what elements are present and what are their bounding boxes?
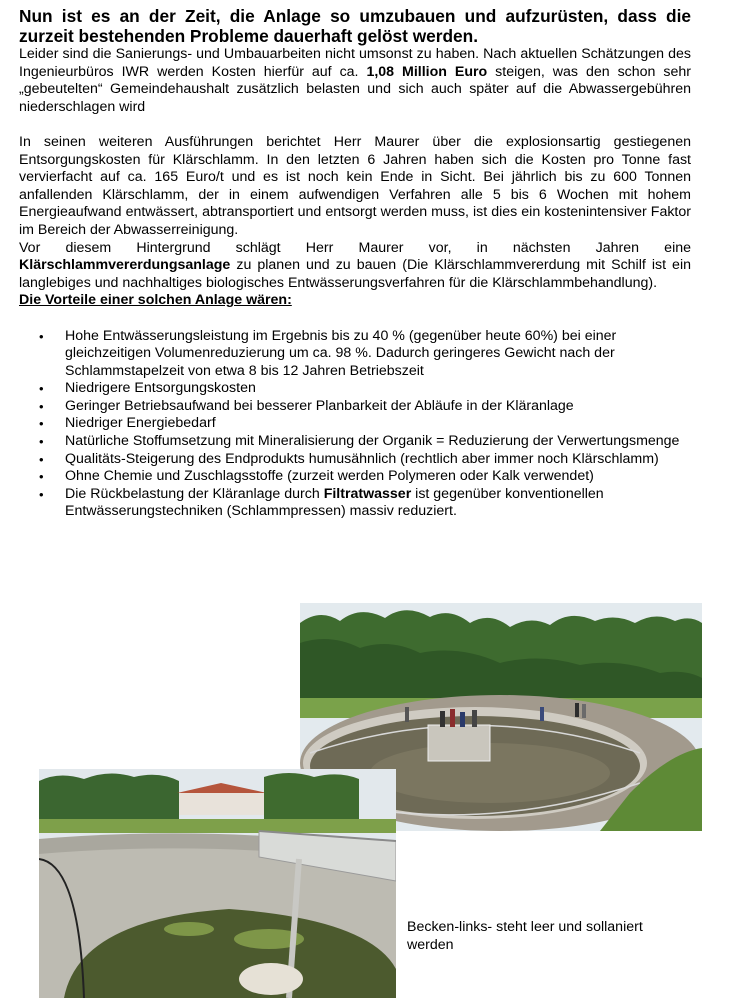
- advantages-list: [19, 328, 691, 522]
- photo-empty-basin-image: [39, 769, 396, 998]
- list-item: • Niedrigere Entsorgungskosten: [19, 380, 691, 398]
- photo-empty-basin: [39, 769, 396, 998]
- list-item: • Niedriger Energiebedarf: [19, 415, 691, 433]
- list-item: • Qualitäts-Steigerung des Endprodukts humusähnlich (rechtlich aber immer noch Klärschlamm): [19, 451, 691, 469]
- list-item: • Natürliche Stoffumsetzung mit Mineralisierung der Organik = Reduzierung der Verwertungsmenge: [19, 433, 691, 451]
- bold-term: Klärschlammvererdungsanlage: [19, 257, 231, 274]
- text-segment: Vor diesem Hintergrund schlägt Herr Maurer vor, in nächsten Jahren eine: [19, 239, 691, 256]
- paragraph-sludge-costs: In seinen weiteren Ausführungen berichtet Herr Maurer über die explosionsartig gestiegenen Entsorgungskosten für Klärschlamm. In den letzten 6 Jahren haben sich die Kosten pro Tonne fast vervierfacht auf ca. 165 Euro/t und es ist noch kein Ende in Sicht. Bei jährlich bis zu 600 Tonnen anfallenden Klärschlamm, der in einem aufwendigen Verfahren alle 5 bis 6 Wochen mit hohem Energieaufwand entwässert, abtransportiert und entsorgt werden muss, ist dies ein kostenintensiver Faktor im Bereich der Abwasserreinigung.: [19, 133, 691, 238]
- spacer: [19, 310, 691, 328]
- advantages-heading: Die Vorteile einer solchen Anlage wären:: [19, 292, 292, 309]
- text-segment: zu planen und zu bauen (Die Klärschlammvererdung mit Schilf ist ein langlebiges und nachhaltiges biologisches Entwässerungsverfahren für die Klärschlammbehandlung).: [19, 257, 691, 291]
- text-segment: ist gegenüber konventionellen Entwässerungstechniken (Schlammpressen) massiv reduziert.: [65, 485, 604, 520]
- page-heading: Nun ist es an der Zeit, die Anlage so umzubauen und aufzurüsten, dass die zurzeit bestehenden Probleme dauerhaft gelöst werden.: [19, 6, 691, 46]
- text-segment: Leider sind die Sanierungs- und Umbauarbeiten nicht umsonst zu haben. Nach aktuellen Schätzungen des Ingenieurbüros IWR werden Kosten hierfür auf ca.: [19, 46, 691, 80]
- document-body: [19, 6, 691, 521]
- bold-term: Filtratwasser: [323, 485, 412, 502]
- paragraph-costs: [19, 46, 691, 116]
- text-segment: steigen, was den schon sehr „gebeutelten“ Gemeindehaushalt zusätzlich belasten und sich auch später auf die Abwassergebühren niederschlagen wird: [19, 63, 692, 115]
- list-item: • Ohne Chemie und Zuschlagsstoffe (zurzeit werden Polymeren oder Kalk verwendet): [19, 468, 691, 486]
- photo-caption: Becken-links- steht leer und sollaniert werden: [407, 919, 643, 953]
- list-item: [19, 486, 691, 521]
- list-item: • Hohe Entwässerungsleistung im Ergebnis bis zu 40 % (gegenüber heute 60%) bei einer gleichzeitigen Volumenreduzierung um ca. 98 %. Dadurch geringeres Gewicht nach der Schlammstapelzeit von etwa 8 bis 12 Jahren Betriebszeit: [19, 328, 691, 381]
- list-item: • Geringer Betriebsaufwand bei besserer Planbarkeit der Abläufe in der Kläranlage: [19, 398, 691, 416]
- text-segment: Die Rückbelastung der Kläranlage durch: [65, 485, 324, 502]
- paragraph-proposal: [19, 240, 691, 293]
- bold-amount: 1,08 Million Euro: [366, 63, 488, 80]
- spacer: [19, 116, 691, 134]
